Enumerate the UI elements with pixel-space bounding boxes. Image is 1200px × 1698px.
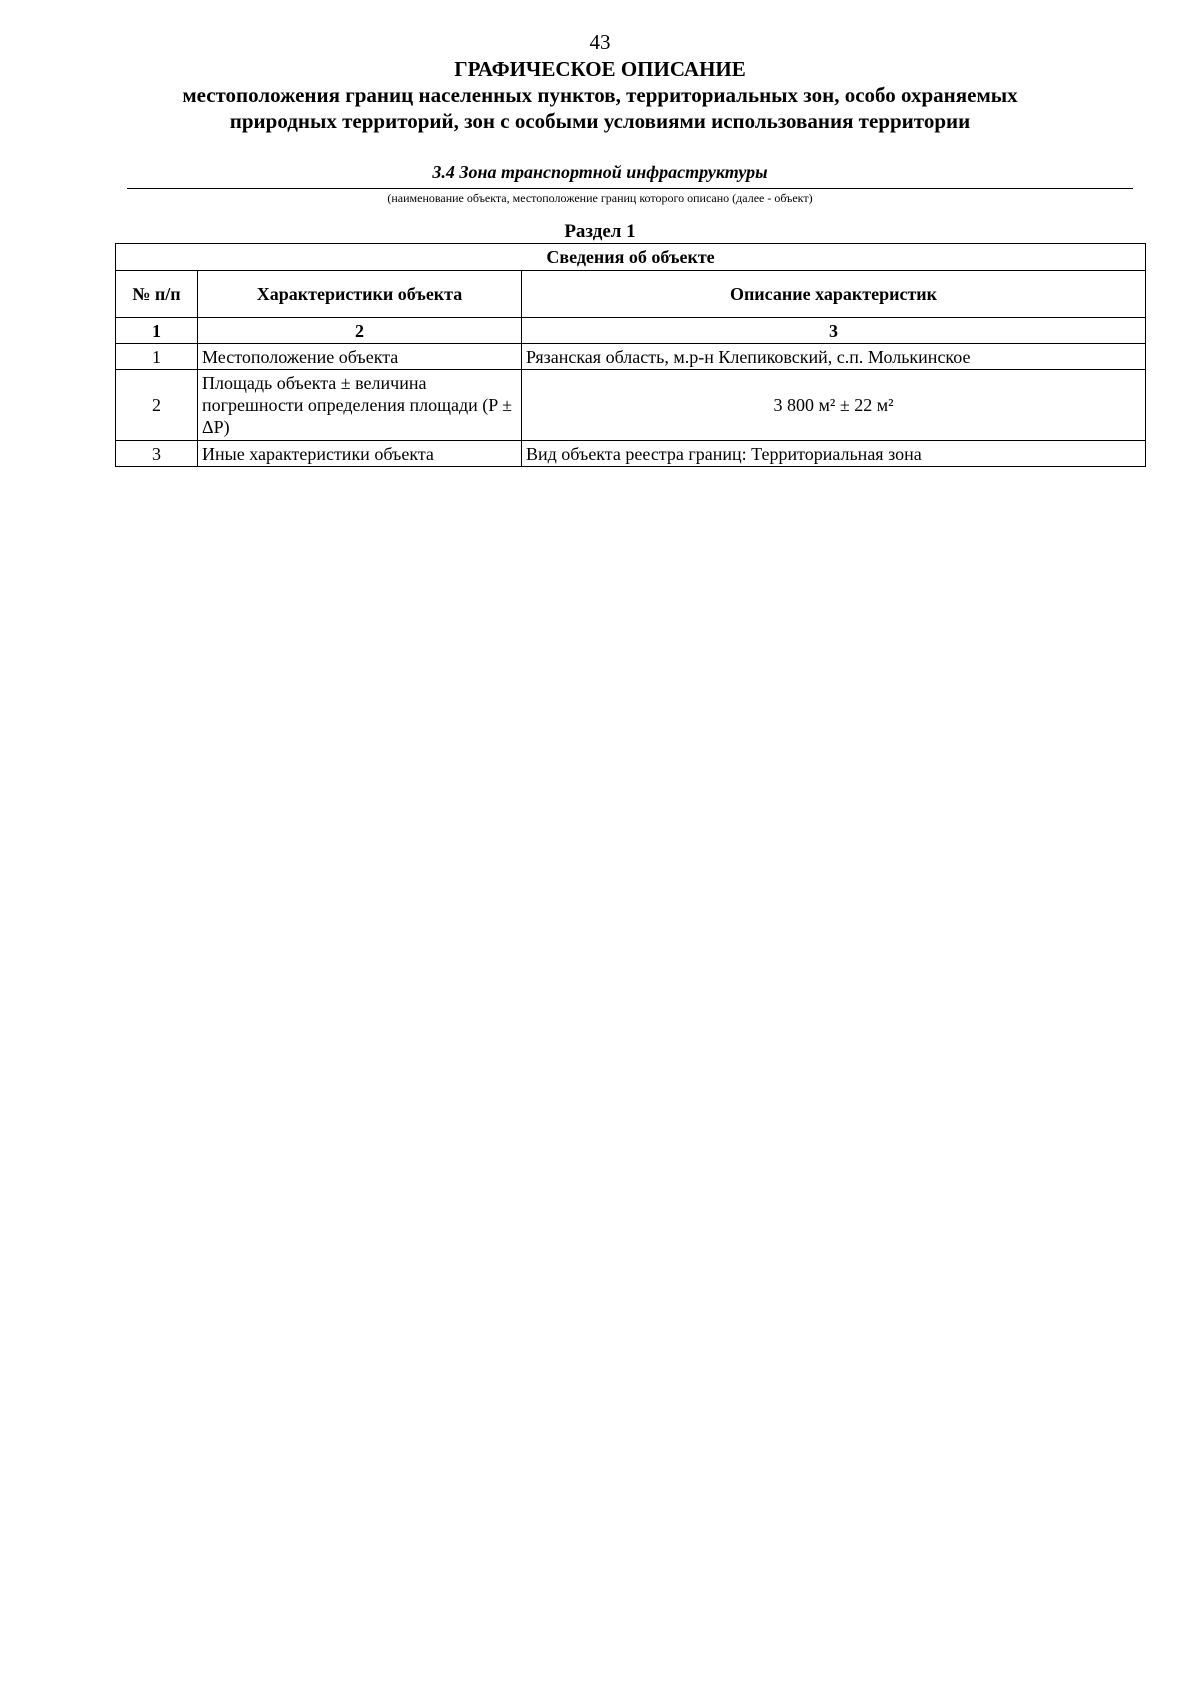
table-row: [116, 370, 1146, 441]
table-header-row: [116, 271, 1146, 318]
header-number: № п/п: [116, 271, 198, 318]
row-characteristic: Иные характеристики объекта: [198, 441, 522, 467]
object-name: 3.4 Зона транспортной инфраструктуры: [432, 162, 768, 182]
object-name-caption: (наименование объекта, местоположение границ которого описано (далее - объект): [387, 191, 813, 205]
row-characteristic: Местоположение объекта: [198, 344, 522, 370]
object-info-table: [115, 243, 1146, 467]
row-description: 3 800 м² ± 22 м²: [522, 370, 1146, 441]
column-number-row: [116, 318, 1146, 344]
header-description: Описание характеристик: [522, 271, 1146, 318]
table-row: [116, 344, 1146, 370]
row-characteristic: Площадь объекта ± величина погрешности определения площади (P ± ΔP): [198, 370, 522, 441]
table-caption-row: [116, 244, 1146, 271]
table-row: [116, 441, 1146, 467]
document-subtitle: местоположения границ населенных пунктов, территориальных зон, особо охраняемых природных территорий, зон с особыми условиями использования территории: [182, 83, 1018, 133]
page-number: 43: [589, 30, 611, 54]
table-caption: Сведения об объекте: [116, 244, 1146, 271]
document-title: ГРАФИЧЕСКОЕ ОПИСАНИЕ: [454, 57, 746, 81]
row-description: Вид объекта реестра границ: Территориальная зона: [522, 441, 1146, 467]
column-number: 2: [198, 318, 522, 344]
row-number: 2: [116, 370, 198, 441]
section-title: Раздел 1: [564, 221, 636, 242]
column-number: 3: [522, 318, 1146, 344]
header-characteristics: Характеристики объекта: [198, 271, 522, 318]
row-description: Рязанская область, м.р-н Клепиковский, с.п. Молькинское: [522, 344, 1146, 370]
object-name-underline: [127, 188, 1133, 189]
row-number: 1: [116, 344, 198, 370]
column-number: 1: [116, 318, 198, 344]
row-number: 3: [116, 441, 198, 467]
